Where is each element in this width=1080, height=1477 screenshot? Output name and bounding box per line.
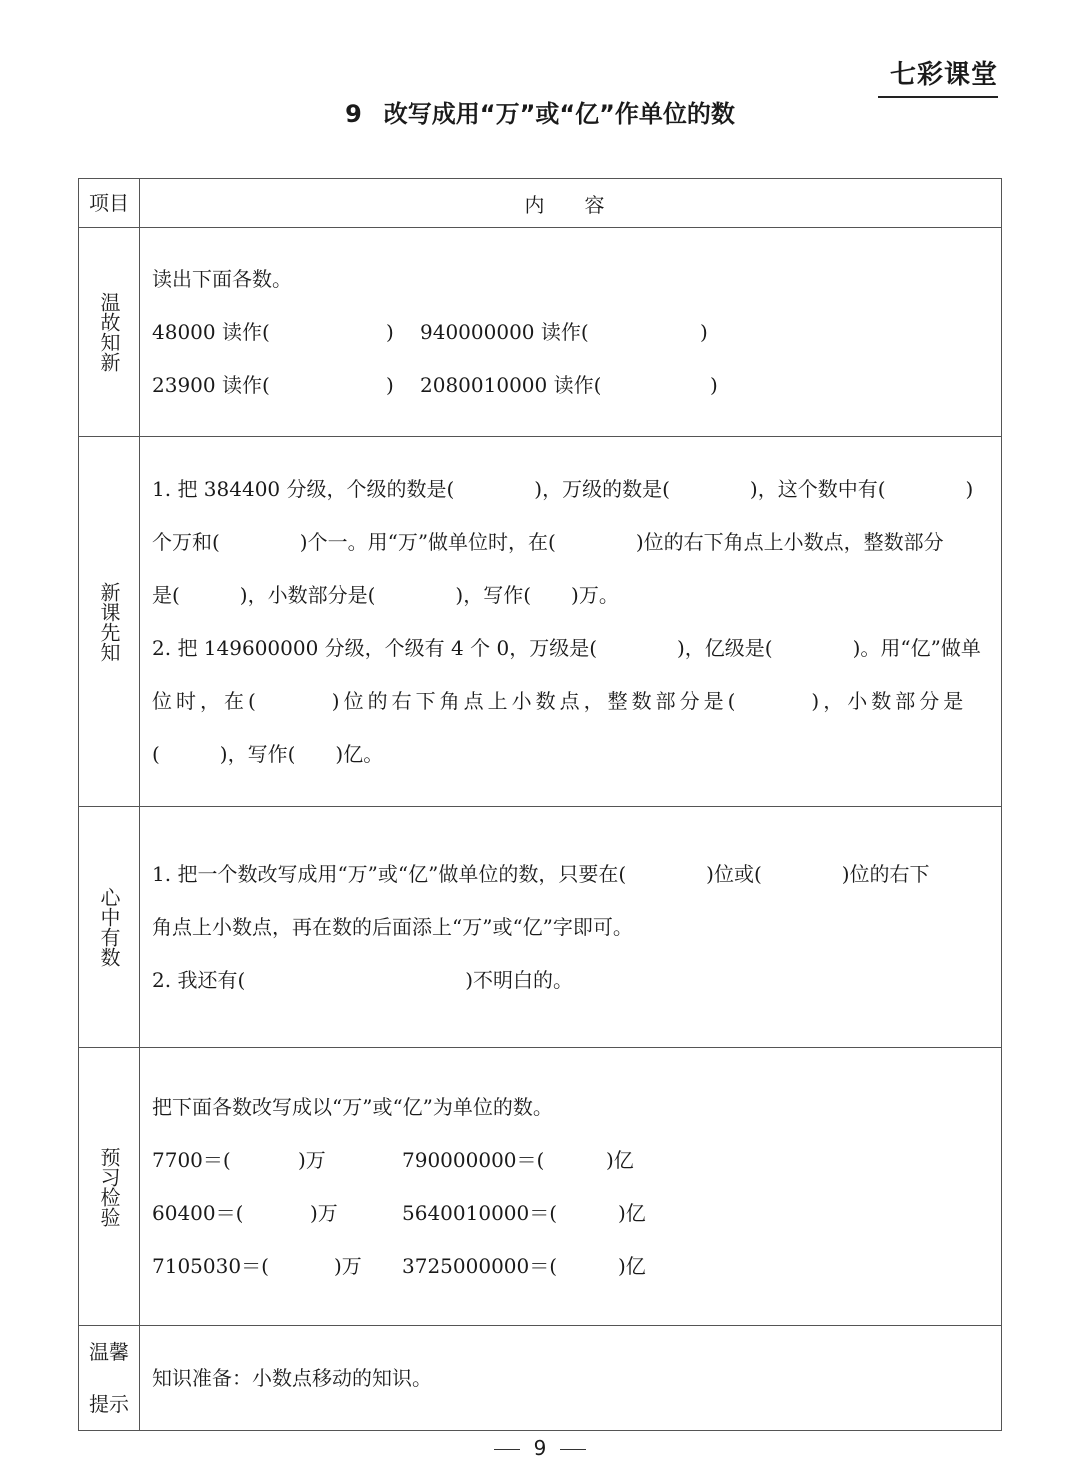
worksheet-table bbox=[78, 178, 1002, 1431]
section-label bbox=[79, 1326, 140, 1431]
section-wenxintishi bbox=[79, 1326, 1002, 1431]
instruction-line: 读出下面各数。 bbox=[152, 266, 292, 291]
section-content bbox=[140, 1048, 1002, 1326]
text-line: 1. 把 384400 分级，个级的数是( )，万级的数是( )，这个数中有( ) bbox=[152, 476, 974, 501]
dash-right bbox=[560, 1449, 586, 1450]
section-content bbox=[140, 437, 1002, 807]
section-label-text: 心中有数 bbox=[97, 887, 121, 967]
page-number bbox=[0, 1436, 1080, 1460]
exercise-row-2 bbox=[152, 1187, 989, 1240]
section-label bbox=[79, 807, 140, 1048]
section-label bbox=[79, 437, 140, 807]
exercise-7105030: 7105030＝( bbox=[152, 1253, 269, 1278]
header-content: 内容 bbox=[140, 179, 1002, 228]
exercise-3725000000: 3725000000＝( bbox=[402, 1253, 558, 1278]
dash-left bbox=[494, 1449, 520, 1450]
brand-text: 七彩课堂 bbox=[889, 60, 998, 90]
section-label-bottom: 提示 bbox=[89, 1392, 129, 1416]
section-xinkexianzhi bbox=[79, 437, 1002, 807]
text-line: 1. 把一个数改写成用“万”或“亿”做单位的数，只要在( )位或( )位的右下 bbox=[152, 861, 930, 886]
exercise-row-3 bbox=[152, 1240, 989, 1293]
section-label-text: 新课先知 bbox=[97, 581, 121, 662]
section-label bbox=[79, 1048, 140, 1326]
unit-wan: )万 bbox=[310, 1200, 338, 1225]
section-wenguzhixin bbox=[79, 228, 1002, 437]
text-line: 2. 把 149600000 分级，个级有 4 个 0，万级是( )，亿级是( )。用“亿”做单 bbox=[152, 635, 981, 660]
text-line: 2. 我还有( )不明白的。 bbox=[152, 967, 574, 992]
section-xinzhongyoushu bbox=[79, 807, 1002, 1048]
section-label-text: 预习检验 bbox=[97, 1146, 121, 1227]
text-line: 角点上小数点，再在数的后面添上“万”或“亿”字即可。 bbox=[152, 914, 633, 939]
tip-text: 知识准备：小数点移动的知识。 bbox=[152, 1365, 432, 1390]
header-row bbox=[79, 179, 1002, 228]
lesson-title: 改写成用“万”或“亿”作单位的数 bbox=[383, 100, 735, 128]
exercise-60400: 60400＝( bbox=[152, 1200, 244, 1225]
brand-logo bbox=[878, 58, 998, 98]
reading-2080010000: 2080010000 读作( bbox=[420, 372, 602, 397]
instruction-line: 把下面各数改写成以“万”或“亿”为单位的数。 bbox=[152, 1094, 553, 1119]
unit-wan: )万 bbox=[334, 1253, 362, 1278]
blank-close: ) bbox=[710, 372, 718, 397]
lesson-number: 9 bbox=[345, 100, 362, 128]
text-line: 位时，在( )位的右下角点上小数点，整数部分是( )，小数部分是 bbox=[152, 688, 968, 713]
section-content bbox=[140, 807, 1002, 1048]
unit-yi: )亿 bbox=[606, 1147, 634, 1172]
page-title bbox=[0, 96, 1080, 132]
section-label-top: 温馨 bbox=[89, 1340, 129, 1364]
reading-23900: 23900 读作( bbox=[152, 372, 270, 397]
exercise-7700: 7700＝( bbox=[152, 1147, 231, 1172]
exercise-row-1 bbox=[152, 1134, 989, 1187]
section-label bbox=[79, 228, 140, 437]
blank-close: ) bbox=[386, 319, 394, 344]
text-line: ( )，写作( )亿。 bbox=[152, 741, 384, 766]
reading-940000000: 940000000 读作( bbox=[420, 319, 589, 344]
text-line: 是( )，小数部分是( )，写作( )万。 bbox=[152, 582, 619, 607]
unit-wan: )万 bbox=[298, 1147, 326, 1172]
header-item: 项目 bbox=[79, 179, 140, 228]
reading-row-2 bbox=[152, 359, 989, 412]
section-yuxijianyan bbox=[79, 1048, 1002, 1326]
blank-close: ) bbox=[700, 319, 708, 344]
unit-yi: )亿 bbox=[618, 1200, 646, 1225]
exercise-790000000: 790000000＝( bbox=[402, 1147, 545, 1172]
reading-row-1 bbox=[152, 306, 989, 359]
blank-close: ) bbox=[386, 372, 394, 397]
exercise-5640010000: 5640010000＝( bbox=[402, 1200, 558, 1225]
section-content bbox=[140, 228, 1002, 437]
unit-yi: )亿 bbox=[618, 1253, 646, 1278]
section-content bbox=[140, 1326, 1002, 1431]
section-label-text: 温故知新 bbox=[97, 292, 121, 372]
text-line: 个万和( )个一。用“万”做单位时，在( )位的右下角点上小数点，整数部分 bbox=[152, 529, 944, 554]
reading-48000: 48000 读作( bbox=[152, 319, 270, 344]
page-number-text: 9 bbox=[533, 1436, 547, 1460]
